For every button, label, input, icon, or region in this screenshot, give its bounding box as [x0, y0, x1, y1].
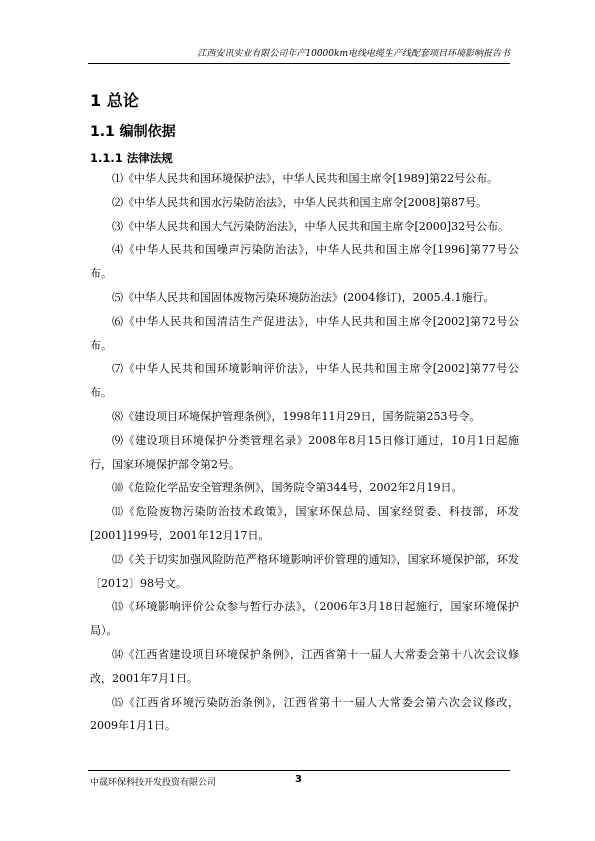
list-item: ⑺《中华人民共和国环境影响评价法》，中华人民共和国主席令[2002]第77号公布。: [90, 362, 519, 400]
list-item: ⑼《建设项目环境保护分类管理名录》2008年8月15日修订通过，10月1日起施行，国家环境保护部令第2号。: [90, 433, 519, 471]
list-item: ⑴《中华人民共和国环境保护法》，中华人民共和国主席令[1989]第22号公布。: [112, 172, 499, 185]
list-item: ⒁《江西省建设项目环境保护条例》，江西省第十一届人大常委会第十八次会议修改，2001年7月1日。: [90, 647, 519, 685]
list-item: ⑿《关于切实加强风险防范严格环境影响评价管理的通知》，国家环境保护部，环发〔2012〕98号文。: [90, 552, 519, 590]
running-header: 江西安讯实业有限公司年产10000km电线电缆生产线配套项目环境影响报告书: [197, 49, 510, 59]
list-item: ⒀《环境影响评价公众参与暂行办法》，（2006年3月18日起施行，国家环境保护局）。: [90, 600, 519, 638]
list-item: ⑾《危险废物污染防治技术政策》，国家环保总局、国家经贸委、科技部，环发[2001]199号，2001年12月17日。: [90, 505, 519, 542]
subsection-heading: 1.1.1 法律法规: [90, 151, 173, 165]
list-item: ⑻《建设项目环境保护管理条例》，1998年11月29日，国务院第253号令。: [112, 409, 481, 423]
list-item: ⑽《危险化学品安全管理条例》，国务院令第344号，2002年2月19日。: [112, 481, 463, 495]
list-item: ⑶《中华人民共和国大气污染防治法》，中华人民共和国主席令[2000]32号公布。: [112, 219, 510, 233]
regulation-list: [90, 167, 519, 738]
footer-divider: [88, 770, 510, 771]
list-item: ⑸《中华人民共和国固体废物污染环境防治法》(2004修订)，2005.4.1施行。: [112, 290, 495, 304]
list-item: ⒂《江西省环境污染防治条例》，江西省第十一届人大常委会第六次会议修改，2009年1月1日。: [90, 695, 519, 733]
page-number: 3: [295, 774, 302, 785]
footer-company: 中晟环保科技开发投资有限公司: [90, 778, 217, 788]
chapter-heading: 1 总论: [90, 91, 139, 110]
list-item: ⑷《中华人民共和国噪声污染防治法》，中华人民共和国主席令[1996]第77号公布。: [90, 243, 519, 281]
section-heading: 1.1 编制依据: [90, 124, 176, 140]
list-item: ⑵《中华人民共和国水污染防治法》，中华人民共和国主席令[2008]第87号。: [112, 195, 488, 209]
list-item: ⑹《中华人民共和国清洁生产促进法》，中华人民共和国主席令[2002]第72号公布。: [90, 314, 519, 352]
header-divider: [88, 63, 510, 64]
